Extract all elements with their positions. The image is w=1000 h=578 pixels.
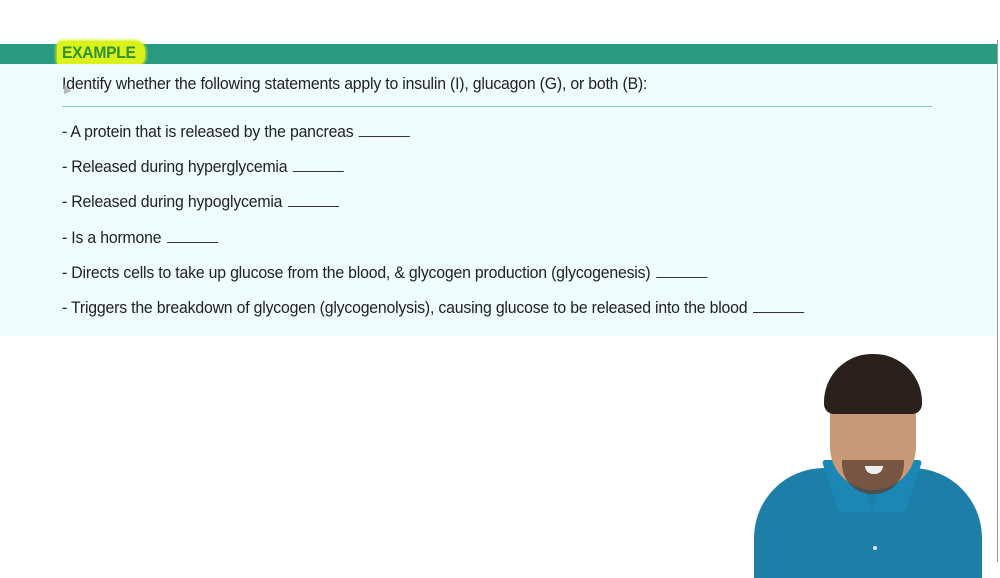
answer-blank[interactable]: [288, 192, 339, 207]
statement-item: [62, 263, 707, 283]
example-label: EXAMPLE: [62, 43, 136, 62]
shirt-button: [873, 546, 877, 550]
answer-blank[interactable]: [359, 122, 410, 137]
frame-edge: [997, 40, 998, 562]
statement-text: - A protein that is released by the pancreas: [62, 122, 354, 141]
statement-item: [62, 157, 344, 177]
statement-text: - Directs cells to take up glucose from the blood, & glycogen production (glycogenesis): [62, 263, 651, 282]
question-prompt: Identify whether the following statements apply to insulin (I), glucagon (G), or both (B):: [62, 74, 648, 93]
statement-text: - Triggers the breakdown of glycogen (glycogenolysis), causing glucose to be released into the blood: [62, 298, 748, 317]
answer-blank[interactable]: [293, 157, 344, 172]
statement-text: - Released during hyperglycemia: [62, 157, 288, 176]
statement-text: - Released during hypoglycemia: [62, 192, 283, 211]
answer-blank[interactable]: [656, 263, 707, 278]
answer-blank[interactable]: [753, 298, 804, 313]
presenter-hair: [824, 354, 922, 414]
statement-text: - Is a hormone: [62, 228, 162, 247]
presenter-video: [750, 350, 997, 562]
statement-item: [62, 228, 218, 248]
statement-item: [62, 192, 339, 212]
answer-blank[interactable]: [167, 228, 218, 243]
statement-item: [62, 298, 804, 318]
example-header-bar: [0, 44, 998, 64]
prompt-divider: [62, 106, 932, 107]
statement-item: [62, 122, 410, 142]
